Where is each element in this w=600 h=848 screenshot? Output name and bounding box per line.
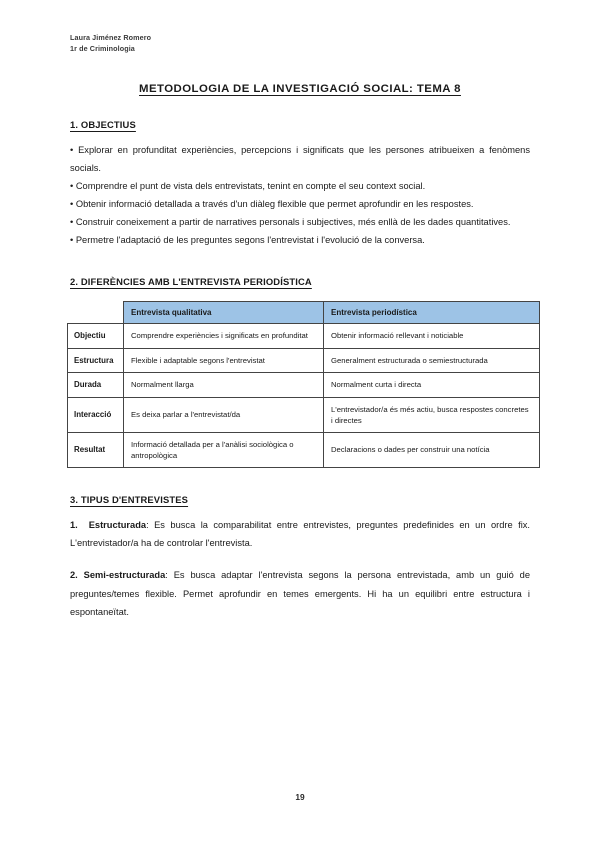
cell-objectiu-periodistica: Obtenir informació rellevant i noticiable: [324, 324, 540, 348]
comparison-table: [67, 301, 540, 469]
tipus-item-estructurada: [70, 516, 530, 552]
table-row: [68, 373, 540, 397]
table-corner-cell: [68, 301, 124, 324]
cell-resultat-qualitativa: Informació detallada per a l'anàlisi sociològica o antropològica: [124, 432, 324, 467]
bullet-item: • Obtenir informació detallada a través d'un diàleg flexible que permet aprofundir en les respostes.: [70, 199, 474, 210]
bullet-item: • Comprendre el punt de vista dels entrevistats, tenint en compte el seu context social.: [70, 181, 426, 192]
column-header-qualitativa: Entrevista qualitativa: [124, 301, 324, 324]
column-header-periodistica: Entrevista periodística: [324, 301, 540, 324]
table-row: [68, 324, 540, 348]
bullet-item: • Permetre l'adaptació de les preguntes segons l'entrevistat i l'evolució de la conversa.: [70, 235, 425, 246]
row-label-interaccio: Interacció: [68, 397, 124, 432]
author-name: Laura Jiménez Romero: [70, 33, 152, 42]
bullet-item: • Construir coneixement a partir de narratives personals i subjectives, més enllà de les dades quantitatives.: [70, 217, 511, 228]
student-header: [70, 32, 151, 54]
cell-objectiu-qualitativa: Comprendre experiències i significats en profunditat: [124, 324, 324, 348]
row-label-resultat: Resultat: [68, 432, 124, 467]
tipus-item-term: Estructurada: [88, 520, 147, 531]
cell-interaccio-periodistica: L'entrevistador/a és més actiu, busca respostes concretes i directes: [324, 397, 540, 432]
document-content: [70, 82, 530, 635]
row-label-estructura: Estructura: [68, 348, 124, 372]
table-row: [68, 348, 540, 372]
table-header-row: [68, 301, 540, 324]
section-heading-tipus: 3. TIPUS D'ENTREVISTES: [70, 494, 189, 506]
page-title: METODOLOGIA DE LA INVESTIGACIÓ SOCIAL: TEMA 8: [139, 83, 461, 95]
tipus-item-semi-estructurada: [70, 566, 530, 620]
page-number: 19: [295, 792, 305, 802]
tipus-item-body: : Es busca la comparabilitat entre entrevistes, preguntes predefinides en un ordre fix. L'entrevistador/a ha de controlar l'entrevista.: [70, 520, 530, 549]
comparison-table-wrapper: [70, 301, 530, 469]
cell-estructura-periodistica: Generalment estructurada o semiestructurada: [324, 348, 540, 372]
cell-estructura-qualitativa: Flexible i adaptable segons l'entrevistat: [124, 348, 324, 372]
bullet-item: • Explorar en profunditat experiències, percepcions i significats que les persones atribueixen a fenòmens socials.: [70, 144, 530, 173]
section-heading-objectius: 1. OBJECTIUS: [70, 118, 136, 130]
table-row: [68, 432, 540, 467]
course-name: 1r de Criminologia: [70, 44, 135, 54]
tipus-item-number: 1.: [70, 520, 78, 531]
tipus-item-number: 2.: [70, 570, 78, 581]
tipus-item-body: : Es busca adaptar l'entrevista segons la persona entrevistada, amb un guió de preguntes/temes flexible. Permet aprofundir en temes emergents. Hi ha un equilibri entre estructura i espontaneïtat.: [70, 570, 530, 617]
tipus-item-term: Semi-estructurada: [83, 570, 166, 581]
cell-interaccio-qualitativa: Es deixa parlar a l'entrevistat/da: [124, 397, 324, 432]
section-heading-diferencies: 2. DIFERÈNCIES AMB L'ENTREVISTA PERIODÍSTICA: [70, 275, 312, 287]
cell-resultat-periodistica: Declaracions o dades per construir una notícia: [324, 432, 540, 467]
table-row: [68, 397, 540, 432]
cell-durada-periodistica: Normalment curta i directa: [324, 373, 540, 397]
cell-durada-qualitativa: Normalment llarga: [124, 373, 324, 397]
row-label-durada: Durada: [68, 373, 124, 397]
row-label-objectiu: Objectiu: [68, 324, 124, 348]
